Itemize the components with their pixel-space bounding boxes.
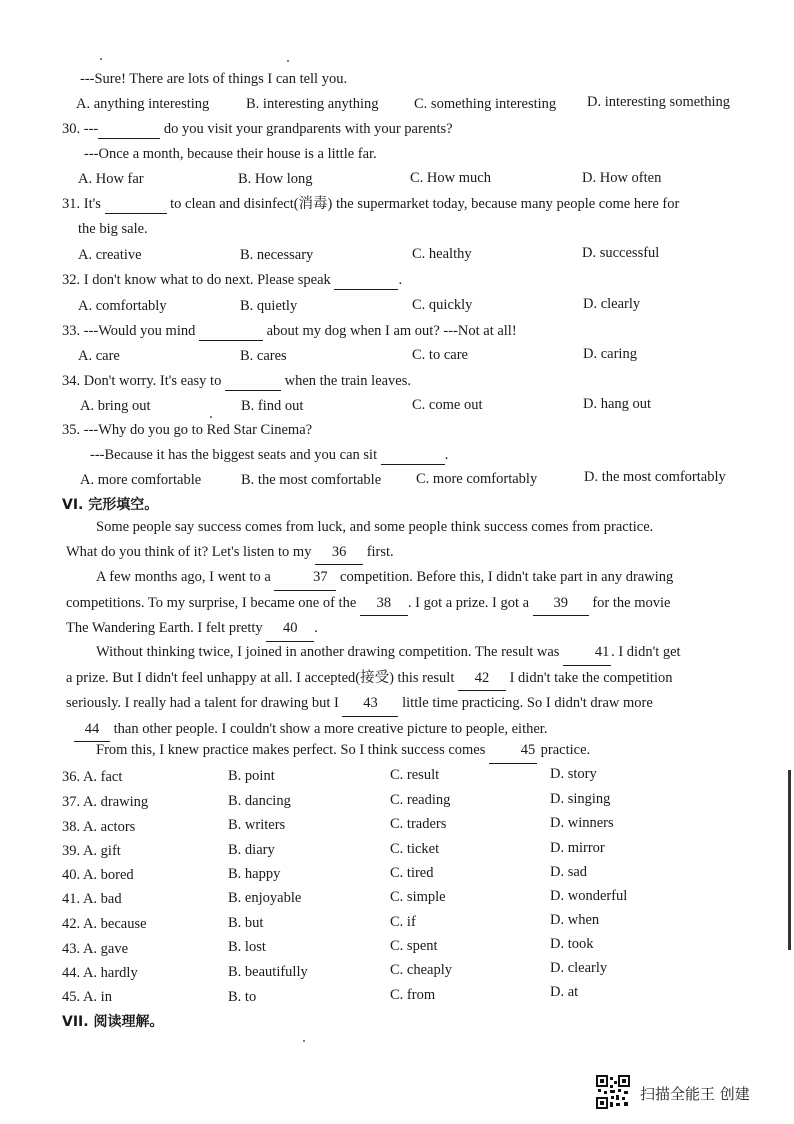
q29-option-c: C. something interesting: [414, 96, 557, 112]
choice-40-b: B. happy: [228, 866, 281, 882]
choice-41-b: B. enjoyable: [228, 890, 302, 906]
q34-blank: [225, 372, 281, 391]
cloze-p2-line2: [66, 591, 766, 617]
q30-answer-line: ---Once a month, because their house is a little far.: [84, 146, 377, 162]
qr-code-icon: [596, 1075, 630, 1109]
q34-question: [62, 372, 411, 391]
q32-question: [62, 271, 402, 290]
q32-blank: [334, 271, 398, 290]
q34-option-d: D. hang out: [583, 396, 652, 412]
q31-option-b: B. necessary: [240, 247, 314, 263]
cloze-p4-text-b: practice.: [540, 742, 591, 758]
choice-39-d: D. mirror: [550, 840, 605, 856]
q31-option-d: D. successful: [582, 245, 660, 261]
choice-38-d: D. winners: [550, 815, 614, 831]
q32-option-b: B. quietly: [240, 298, 298, 314]
q35-blank: [381, 446, 445, 465]
q30-blank: [98, 120, 160, 139]
q34-rest: when the train leaves.: [280, 373, 412, 389]
blank-42: 42: [458, 666, 506, 692]
choice-36-d: D. story: [550, 766, 597, 782]
cloze-p1-end: first.: [366, 543, 394, 560]
q35-option-c: C. more comfortably: [416, 471, 538, 487]
choice-37-d: D. singing: [550, 791, 611, 807]
choice-40-a: 40. A. bored: [62, 867, 134, 883]
cloze-paragraph-4: [66, 738, 766, 764]
choice-37-c: C. reading: [390, 792, 451, 808]
blank-43: 43: [342, 691, 398, 717]
blank-36: 36: [315, 540, 363, 566]
cloze-p2-text-f: The Wandering Earth. I felt pretty: [66, 620, 263, 637]
q30-option-b: B. How long: [238, 171, 313, 187]
cloze-p3-text-g: than other people. I couldn't show a more creative picture to people, either.: [113, 720, 548, 737]
cloze-p3-line2: [66, 666, 766, 692]
q33-rest: about my dog when I am out? ---Not at all!: [262, 323, 517, 339]
q35-answer-text: ---Because it has the biggest seats and you can sit: [90, 447, 378, 463]
cloze-paragraph-1: [66, 515, 766, 565]
q33-text: 33. ---Would you mind: [62, 323, 196, 339]
q30-text: do you visit your grandparents with your parents?: [160, 121, 453, 137]
choice-36-b: B. point: [228, 768, 275, 784]
q30-option-a: A. How far: [78, 171, 144, 187]
choice-38-b: B. writers: [228, 817, 286, 833]
q35-option-d: D. the most comfortably: [584, 469, 726, 485]
choice-45-c: C. from: [390, 987, 436, 1003]
choice-44-a: 44. A. hardly: [62, 965, 138, 981]
q31-option-a: A. creative: [78, 247, 142, 263]
choice-42-c: C. if: [390, 914, 416, 930]
section-7-title: VII. 阅读理解。: [62, 1014, 164, 1030]
choice-39-b: B. diary: [228, 842, 275, 858]
cloze-p2-text-d: . I got a prize. I got a: [407, 594, 530, 611]
cloze-p3-text-b: . I didn't get: [611, 644, 681, 660]
q33-option-c: C. to care: [412, 347, 468, 363]
section-6-title: VI. 完形填空。: [62, 497, 159, 513]
cloze-p3-line3: [66, 691, 766, 717]
blank-37: 37: [274, 565, 336, 591]
cloze-p2-text-a: A few months ago, I went to a: [96, 569, 271, 585]
q30-option-d: D. How often: [582, 170, 662, 186]
q35-option-b: B. the most comfortable: [241, 472, 382, 488]
choice-40-d: D. sad: [550, 864, 588, 880]
scanner-watermark: 扫描全能王 创建: [640, 1085, 750, 1103]
choice-40-c: C. tired: [390, 865, 434, 881]
q33-option-a: A. care: [78, 348, 120, 364]
scan-speck: [287, 60, 289, 62]
q31-number: 31. It's: [62, 196, 101, 212]
choice-45-d: D. at: [550, 984, 579, 1000]
q29-option-a: A. anything interesting: [76, 96, 210, 112]
scan-edge-mark: [788, 770, 791, 950]
blank-41: 41: [563, 640, 611, 666]
cloze-p4-text-a: From this, I knew practice makes perfect. So I think success comes: [96, 742, 486, 758]
choice-44-d: D. clearly: [550, 960, 608, 976]
cloze-p2-text-c: competitions. To my surprise, I became one of the: [66, 594, 357, 611]
choice-43-a: 43. A. gave: [62, 941, 129, 957]
cloze-paragraph-2: [66, 565, 766, 642]
cloze-p2-line3: [66, 616, 766, 642]
scan-speck: [210, 416, 212, 418]
cloze-p3-text-e: seriously. I really had a talent for drawing but I: [66, 695, 339, 712]
blank-38: 38: [360, 591, 408, 617]
choice-44-c: C. cheaply: [390, 962, 453, 978]
q32-text: 32. I don't know what to do next. Please speak: [62, 272, 331, 288]
q34-text: 34. Don't worry. It's easy to: [62, 373, 222, 389]
choice-39-a: 39. A. gift: [62, 843, 121, 859]
scan-speck: [303, 1040, 305, 1042]
choice-41-c: C. simple: [390, 889, 446, 905]
q35-question: 35. ---Why do you go to Red Star Cinema?: [62, 422, 313, 438]
cloze-p2-text-b: competition. Before this, I didn't take part in any drawing: [340, 569, 674, 585]
blank-40: 40: [266, 616, 314, 642]
choice-37-a: 37. A. drawing: [62, 794, 149, 810]
q34-option-c: C. come out: [412, 397, 483, 413]
q31-option-c: C. healthy: [412, 246, 472, 262]
blank-45: 45: [489, 738, 537, 764]
choice-39-c: C. ticket: [390, 841, 440, 857]
choice-42-d: D. when: [550, 912, 600, 928]
choice-36-c: C. result: [390, 767, 440, 783]
cloze-p3-line1: [66, 640, 766, 666]
cloze-p2-line1: [66, 565, 766, 591]
choice-37-b: B. dancing: [228, 793, 291, 809]
q29-option-d: D. interesting something: [587, 94, 730, 110]
q34-option-b: B. find out: [241, 398, 304, 414]
choice-42-b: B. but: [228, 915, 264, 931]
choice-38-a: 38. A. actors: [62, 819, 136, 835]
q29-option-b: B. interesting anything: [246, 96, 379, 112]
choice-43-c: C. spent: [390, 938, 438, 954]
choice-38-c: C. traders: [390, 816, 447, 832]
q30-option-c: C. How much: [410, 170, 491, 186]
q31-blank: [105, 195, 167, 214]
q30-number: 30. ---: [62, 121, 99, 137]
blank-44: 44: [74, 717, 110, 743]
q33-option-d: D. caring: [583, 346, 637, 362]
cloze-p2-text-e: for the movie: [592, 594, 671, 611]
choice-43-b: B. lost: [228, 939, 266, 955]
q32-option-a: A. comfortably: [78, 298, 167, 314]
q35-answer-line: [90, 446, 448, 465]
choice-41-a: 41. A. bad: [62, 891, 122, 907]
q32-option-c: C. quickly: [412, 297, 473, 313]
q33-blank: [199, 322, 263, 341]
q32-end: .: [398, 272, 403, 288]
cloze-paragraph-3: [66, 640, 766, 742]
cloze-p2-text-g: .: [314, 620, 318, 637]
cloze-p1-text: What do you think of it? Let's listen to my: [66, 543, 312, 560]
scan-speck: [100, 58, 102, 60]
q30-question: [62, 120, 453, 139]
q35-option-a: A. more comfortable: [80, 472, 202, 488]
cloze-p3-text-a: Without thinking twice, I joined in another drawing competition. The result was: [96, 644, 560, 660]
choice-44-b: B. beautifully: [228, 964, 308, 980]
q29-answer-line: ---Sure! There are lots of things I can tell you.: [80, 71, 348, 87]
q31-question: [62, 195, 679, 214]
q34-option-a: A. bring out: [80, 398, 151, 414]
choice-45-b: B. to: [228, 989, 257, 1005]
cloze-p3-text-d: I didn't take the competition: [509, 669, 673, 686]
q31-continuation: the big sale.: [78, 221, 148, 237]
q31-text: to clean and disinfect(消毒) the supermarket today, because many people come here for: [166, 196, 680, 212]
choice-42-a: 42. A. because: [62, 916, 147, 932]
q33-option-b: B. cares: [240, 348, 287, 364]
cloze-p1-line1: Some people say success comes from luck, and some people think success comes from practice.: [96, 519, 654, 535]
choice-45-a: 45. A. in: [62, 989, 112, 1005]
cloze-p4-line1: [66, 738, 766, 764]
q33-question: [62, 322, 517, 341]
choice-43-d: D. took: [550, 936, 594, 952]
q35-end: .: [444, 447, 449, 463]
choice-41-d: D. wonderful: [550, 888, 628, 904]
cloze-p1-line2: [66, 540, 766, 566]
blank-39: 39: [533, 591, 589, 617]
cloze-p3-text-f: little time practicing. So I didn't draw more: [402, 695, 653, 712]
choice-36-a: 36. A. fact: [62, 769, 123, 785]
q32-option-d: D. clearly: [583, 296, 641, 312]
cloze-p3-text-c: a prize. But I didn't feel unhappy at all. I accepted(接受) this result: [66, 669, 455, 686]
